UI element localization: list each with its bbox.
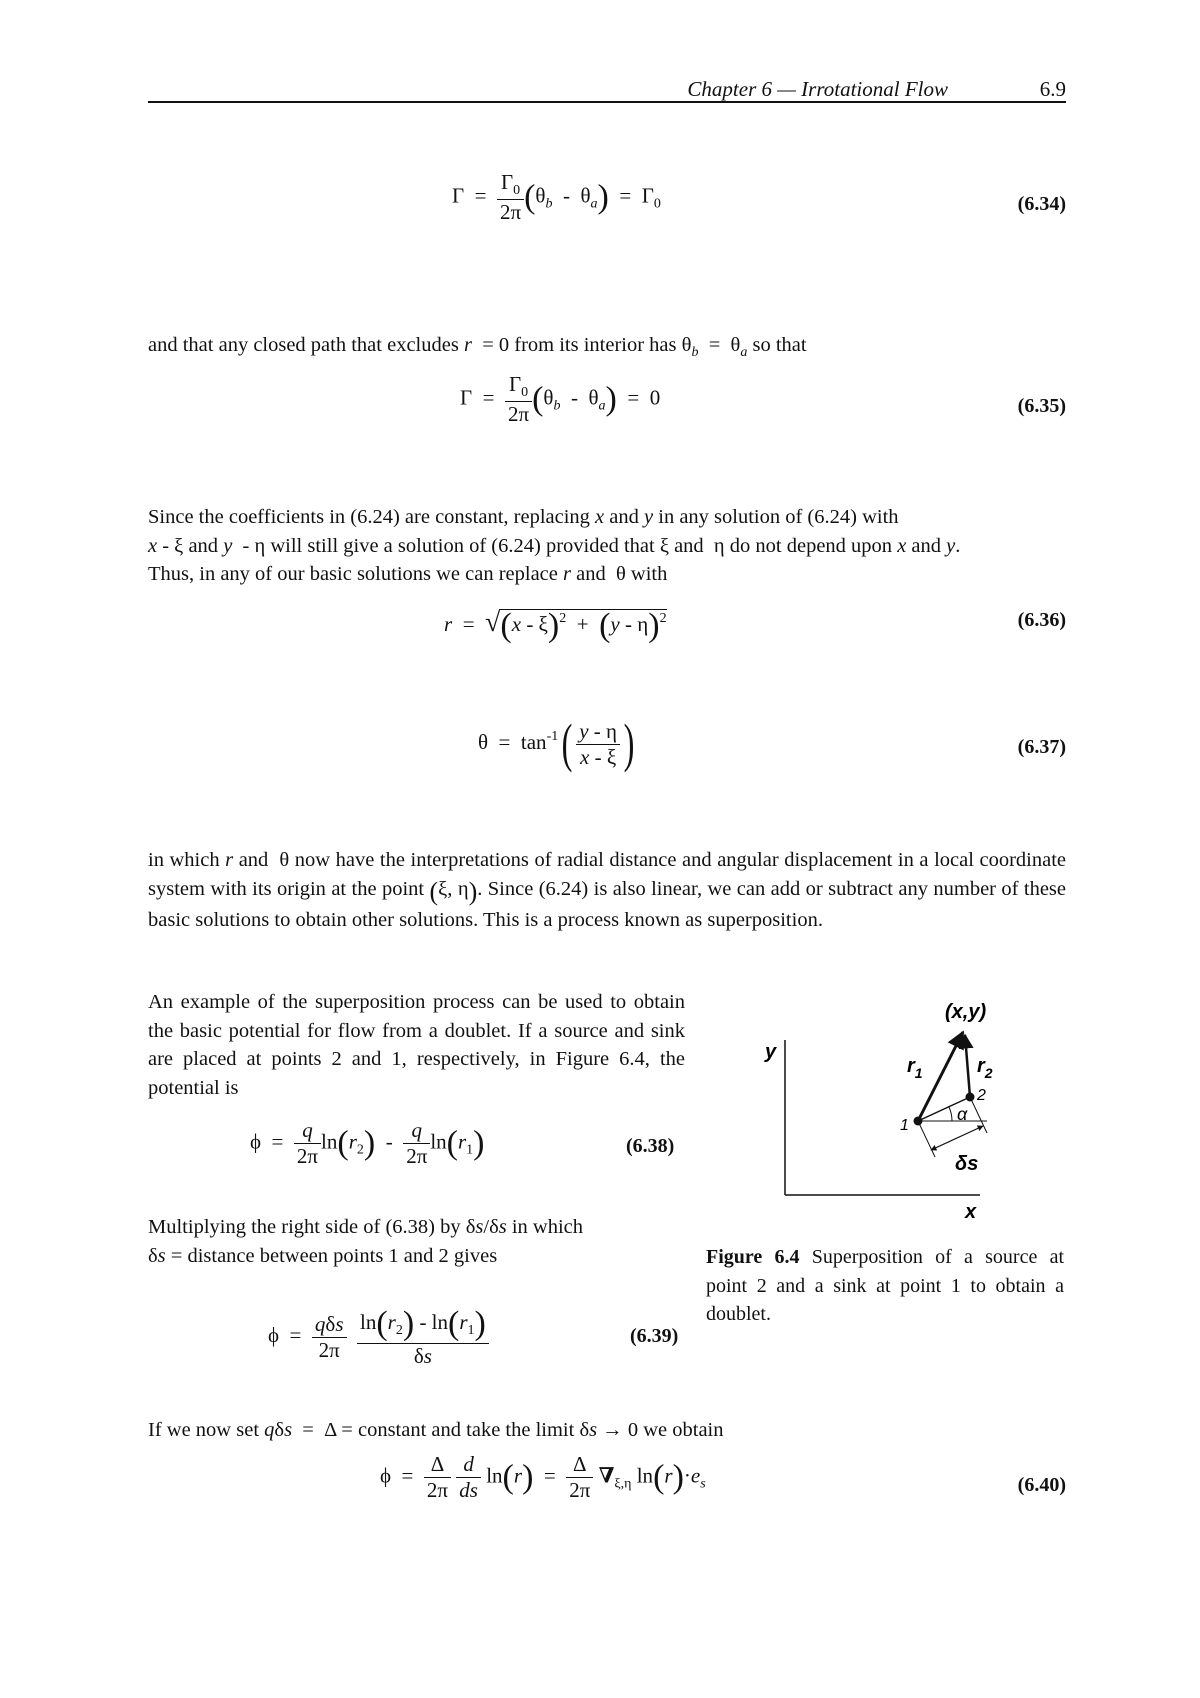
equation-number: (6.39) (630, 1325, 679, 1347)
figure-label: Figure 6.4 (706, 1246, 800, 1268)
figure-caption-text: Superposition of a source at point 2 and a sink at point 1 to obtain a doublet. (706, 1246, 1064, 1325)
equation-6-34: Γ = $\frac{\Gamma_0}{2\pi}$ $(\theta_b - \theta_a) = \Gamma_0$ (452, 170, 661, 224)
equation-6-36: r = √(x - ξ)$^2$ + (y - η)$^2$ (444, 607, 667, 644)
r1-label: $r_1$ (907, 1055, 923, 1081)
equation-6-39: ϕ = $\frac{\text{qδs}}{2\pi}$ $\frac{\ln(r_2) - \ln(r_1)}{\delta s}$ (268, 1305, 489, 1369)
chapter-title: Chapter 6 — Irrotational Flow (687, 77, 948, 101)
paragraph: If we now set qδs = Δ = constant and take the limit δs → 0 we obtain (148, 1419, 724, 1441)
alpha-arc (949, 1107, 952, 1121)
equation-number: (6.35) (1017, 395, 1066, 417)
equation-6-37: $\theta = \tan^{-1}$( $\frac{y - \eta}{x - \xi}$ ) (478, 713, 635, 773)
point-xy-label: (x,y) (945, 1001, 987, 1023)
ds-tick-1 (918, 1121, 935, 1157)
equation-number: (6.34) (1017, 193, 1066, 215)
equation-number: (6.38) (626, 1135, 675, 1157)
ds-label: δs (955, 1153, 979, 1175)
x-axis-label: x (965, 1201, 977, 1220)
paragraph: Since the coefficients in (6.24) are constant, replacing x and y in any solution of (6.24) with x - ξ and y - η will still give a solution of (6.24) provided that ξ and η do not depend upon x and y. Thus, in any of our basic solutions we can replace r and θ with (148, 506, 961, 585)
paragraph: in which r and θ now have the interpretations of radial distance and angular displacement in a local coordinate system with its origin at the point (ξ, η). Since (6.24) is also linear, we can add or subtract any number of these basic solutions to obtain other solutions. This is a process known as superposition. (148, 849, 1067, 931)
point-2-label: 2 (977, 1087, 986, 1104)
equation-6-38: ϕ = $\frac{q}{2\pi}$ $\ln(r_2)$ - $\frac{q}{2\pi}$ $\ln(r_1)$ (250, 1118, 485, 1168)
paragraph: An example of the superposition process can be used to obtain the basic potential for flow from a doublet. If a source and sink are placed at points 2 and 1, respectively, in Figure 6.4, the potential is (148, 991, 685, 1099)
equation-number: (6.37) (1017, 736, 1066, 758)
equation-number: (6.36) (1017, 609, 1066, 631)
header-rule (148, 101, 1066, 103)
y-axis-label: y (765, 1041, 777, 1063)
point-1-label: 1 (900, 1117, 909, 1134)
page-header (148, 73, 1066, 103)
ds-dimension (931, 1126, 983, 1150)
figure-6-4 (755, 990, 1075, 1220)
figure-caption (706, 1243, 1064, 1329)
paragraph: and that any closed path that excludes r = 0 from its interior has $\theta_b = \theta_a$ so that (148, 334, 807, 360)
page-number: 6.9 (1039, 77, 1066, 101)
equation-6-40: ϕ = $\frac{\Delta}{2\pi}$ $\frac{d}{ds}$ ln(r) = $\frac{\Delta}{2\pi}$ $\nabla_{\xi,\eta}$ $\ln(r)\cdot e_s$ (380, 1452, 706, 1502)
r2-vector (965, 1035, 970, 1097)
alpha-label: α (957, 1104, 968, 1124)
equation-number: (6.40) (1017, 1474, 1066, 1496)
equation-6-35: Γ = $\frac{\Gamma_0}{2\pi}$ $(\theta_b - \theta_a) = 0$ (460, 372, 661, 426)
r2-label: $r_2$ (977, 1055, 993, 1081)
paragraph: Multiplying the right side of (6.38) by δs/δs in which δs = distance between points 1 and 2 gives (148, 1216, 584, 1267)
